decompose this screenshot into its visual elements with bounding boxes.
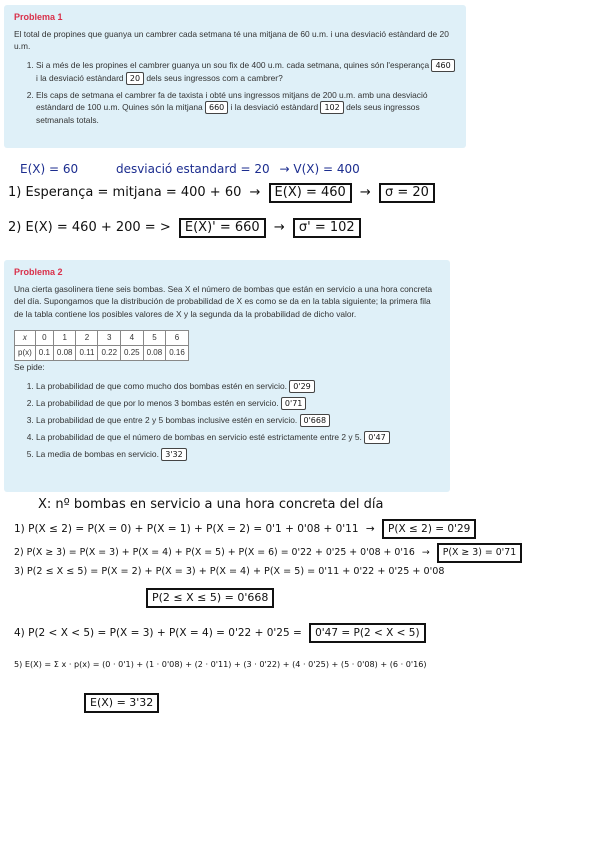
notes-2-line-5: 5) E(X) = Σ x · p(x) = (0 · 0'1) + (1 · 0'08) + (2 · 0'11) + (3 · 0'22) + (4 · 0'25) + (5 · 0'08) + (6 · 0'16) <box>14 659 427 669</box>
answer-field[interactable]: 460 <box>431 59 454 72</box>
result-box: 0'47 = P(2 < X < 5) <box>309 623 425 643</box>
problem-1-questions <box>14 59 456 127</box>
se-pide-label: Se pide: <box>14 362 45 373</box>
problem-1-question-1: 1. Si a més de les propines el cambrer guanya un sou fix de 400 u.m. cada setmana, quines són l'esperança 460 i la desviació estàndard 20 dels seus ingressos com a cambrer? <box>36 59 456 85</box>
table-cell: 0.1 <box>35 346 53 361</box>
notes-1-line-3: 2) E(X) = 460 + 200 = > E(X)' = 660 → σ' = 102 <box>8 218 361 238</box>
table-cell: 6 <box>166 331 189 346</box>
problem-1-question-2: 2. Els caps de setmana el cambrer fa de taxista i obté uns ingressos mitjans de 200 u.m. amb una desviació estàndard de 100 u.m. Quines són la mitjana 660 i la desviació estàndard 102 dels seus ingressos setmanals totals. <box>36 89 456 127</box>
problem-2-intro: Una cierta gasolinera tiene seis bombas. Sea X el número de bombas que están en servicio a una hora concreta del día. Supongamos que la distribución de probabilidad de X es como se da en la tabla siguiente; la primera fila de la tabla contiene los posibles valores de X y la segunda da la probabilidad de dicho valor. <box>14 283 433 319</box>
problem-2-question-5: 5. La media de bombas en servicio. 3'32 <box>36 448 440 461</box>
problem-2-title: Problema 2 <box>14 267 63 277</box>
table-cell: 0.11 <box>76 346 98 361</box>
result-box: E(X)' = 660 <box>179 218 266 238</box>
notes-1-line-2: 1) Esperança = mitjana = 400 + 60 → E(X) = 460 → σ = 20 <box>8 183 435 203</box>
table-cell: 1 <box>53 331 76 346</box>
table-header-px: p(x) <box>15 346 36 361</box>
notes-2-line-3: 3) P(2 ≤ X ≤ 5) = P(X = 2) + P(X = 3) + P(X = 4) + P(X = 5) = 0'11 + 0'22 + 0'25 + 0'08 <box>14 566 445 577</box>
answer-field[interactable]: 0'29 <box>289 380 314 393</box>
notes-1-line-1: E(X) = 60 desviació estandard = 20 → V(X) = 400 <box>20 162 360 176</box>
answer-field[interactable]: 660 <box>205 101 228 114</box>
notes-2-line-5-result <box>84 693 159 713</box>
table-cell: 0.08 <box>143 346 166 361</box>
answer-field[interactable]: 102 <box>320 101 343 114</box>
answer-field[interactable]: 0'71 <box>281 397 306 410</box>
answer-field[interactable]: 0'47 <box>364 431 389 444</box>
table-cell: 0.16 <box>166 346 189 361</box>
problem-2-question-1: 1. La probabilidad de que como mucho dos bombas estén en servicio. 0'29 <box>36 380 440 393</box>
answer-field[interactable]: 0'668 <box>300 414 331 427</box>
table-row <box>15 331 189 346</box>
table-cell: 2 <box>76 331 98 346</box>
table-header-x: x <box>15 331 36 346</box>
notes-2-line-3-result <box>146 588 274 608</box>
answer-field[interactable]: 20 <box>126 72 144 85</box>
notes-2-title: X: nº bombas en servicio a una hora concreta del día <box>38 497 384 512</box>
answer-field[interactable]: 3'32 <box>161 448 186 461</box>
problem-2-question-3: 3. La probabilidad de que entre 2 y 5 bombas inclusive estén en servicio. 0'668 <box>36 414 440 427</box>
problem-1-title: Problema 1 <box>14 12 63 22</box>
problem-1-card <box>4 5 466 148</box>
table-cell: 4 <box>121 331 144 346</box>
table-row <box>15 346 189 361</box>
result-box: P(X ≤ 2) = 0'29 <box>382 519 476 539</box>
problem-1-intro: El total de propines que guanya un cambrer cada setmana té una mitjana de 60 u.m. i una desviació estàndard de 20 u.m. <box>14 28 449 52</box>
result-box: σ = 20 <box>379 183 435 203</box>
table-cell: 0.22 <box>98 346 121 361</box>
problem-2-question-2: 2. La probabilidad de que por lo menos 3 bombas estén en servicio. 0'71 <box>36 397 440 410</box>
table-cell: 0 <box>35 331 53 346</box>
result-box: P(2 ≤ X ≤ 5) = 0'668 <box>146 588 274 608</box>
result-box: σ' = 102 <box>293 218 361 238</box>
table-cell: 0.08 <box>53 346 76 361</box>
notes-2-line-4: 4) P(2 < X < 5) = P(X = 3) + P(X = 4) = 0'22 + 0'25 = 0'47 = P(2 < X < 5) <box>14 623 426 643</box>
notes-2-line-2: 2) P(X ≥ 3) = P(X = 3) + P(X = 4) + P(X = 5) + P(X = 6) = 0'22 + 0'25 + 0'08 + 0'16 → P(X ≥ 3) = 0'71 <box>14 543 522 563</box>
table-cell: 5 <box>143 331 166 346</box>
notes-2-line-1: 1) P(X ≤ 2) = P(X = 0) + P(X = 1) + P(X = 2) = 0'1 + 0'08 + 0'11 → P(X ≤ 2) = 0'29 <box>14 519 476 539</box>
probability-table <box>14 330 189 361</box>
table-cell: 0.25 <box>121 346 144 361</box>
table-cell: 3 <box>98 331 121 346</box>
problem-2-question-4: 4. La probabilidad de que el número de bombas en servicio esté estrictamente entre 2 y 5. 0'47 <box>36 431 440 444</box>
problem-2-questions <box>14 380 440 461</box>
result-box: E(X) = 3'32 <box>84 693 159 713</box>
result-box: E(X) = 460 <box>269 183 352 203</box>
problem-2-card <box>4 260 450 492</box>
result-box: P(X ≥ 3) = 0'71 <box>437 543 522 563</box>
